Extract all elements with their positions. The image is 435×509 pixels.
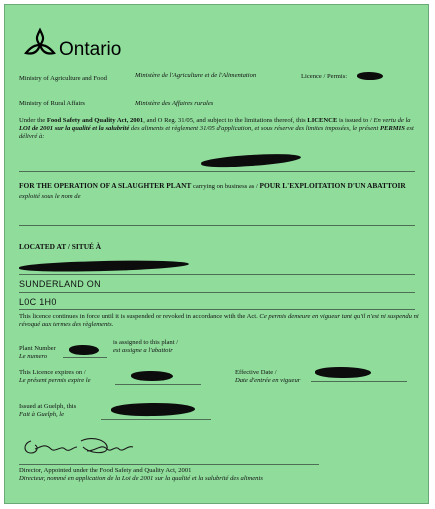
location-postal-code: L0C 1H0 [19, 297, 57, 307]
plant-number-rule [63, 357, 107, 358]
operation-label [19, 181, 419, 201]
act-name: Food Safety and Quality Act, 2001 [46, 117, 144, 124]
preamble-p1: Under the [19, 117, 47, 124]
address-rule-3 [19, 309, 415, 310]
location-city: SUNDERLAND ON [19, 279, 101, 289]
plant-number-label-fr: Le numero [19, 353, 48, 360]
expires-label-fr: Le présent permis expire le [19, 377, 91, 384]
expiry-date-rule [115, 384, 201, 385]
expires-label-en: This Licence expires on / [19, 369, 86, 376]
preamble-fr3: est délivré à: [19, 125, 414, 140]
licence-number-label: Licence / Permis: [301, 73, 348, 80]
preamble-fr-act: LOI de 2001 sur la qualité et la salubrité [19, 125, 130, 132]
issued-date-redaction [111, 402, 195, 416]
preamble-fr1: En vertu de la [373, 117, 411, 124]
operation-en-rest: carrying on business as / [191, 183, 260, 190]
plant-number-label-en: Plant Number [19, 345, 56, 352]
director-title-en: Director, Appointed under the Food Safety and Quality Act, 2001 [19, 467, 192, 474]
expiry-date-redaction [131, 371, 173, 381]
director-signature-icon [17, 429, 137, 463]
licence-document [4, 4, 429, 504]
licence-word: LICENCE [307, 117, 338, 124]
ministry-agriculture-fr: Ministère de l'Agriculture et de l'Alimentation [135, 72, 257, 79]
preamble-fr2: des aliments et règlement 31/05 d'application, et sous réserve des limites imposées, le présent [129, 125, 380, 132]
continuance-fr: Ce permis demeure en vigueur tant qu'il n'est ni suspendu ni révoqué aux termes des règlements. [19, 313, 419, 328]
street-address-redaction [19, 259, 189, 273]
operation-fr-bold: POUR L'EXPLOITATION D'UN ABATTOIR [259, 181, 406, 190]
location-label: LOCATED AT / SITUÉ À [19, 242, 102, 251]
continuance-en: This licence continues in force until it is suspended or revoked in accordance with the Act. [19, 313, 260, 320]
ministry-agriculture-en: Ministry of Agriculture and Food [19, 75, 107, 82]
licensee-rule [19, 171, 415, 172]
permis-word: PERMIS [379, 125, 405, 132]
ontario-wordmark: Ontario [59, 39, 122, 60]
address-rule-1 [19, 274, 415, 275]
assigned-label-fr: est assigne a l'abattoir [113, 347, 173, 354]
effective-label-fr: Date d'entrée en vigueur [235, 377, 301, 384]
business-name-rule [19, 225, 415, 226]
effective-date-redaction [315, 367, 371, 378]
licence-number-redaction [357, 72, 383, 80]
effective-label-en: Effective Date / [235, 369, 277, 376]
ministry-rural-fr: Ministère des Affaires rurales [135, 100, 214, 107]
assigned-label-en: is assigned to this plant / [113, 339, 179, 346]
licensee-name-redaction [201, 152, 302, 170]
operation-fr-rest: exploité sous le nom de [19, 193, 81, 200]
effective-date-rule [311, 381, 407, 382]
address-rule-2 [19, 292, 415, 293]
issued-label-en: Issued at Guelph, this [19, 403, 77, 410]
preamble-p2: , and O Reg. 31/05, and subject to the limitations thereof, this [143, 117, 308, 124]
issued-date-rule [101, 419, 211, 420]
trillium-logo-icon [23, 27, 57, 61]
issued-label-fr: Fait à Guelph, le [19, 411, 65, 418]
ministry-rural-en: Ministry of Rural Affairs [19, 100, 85, 107]
preamble-text [19, 117, 419, 141]
plant-number-redaction [69, 345, 99, 355]
operation-en-bold: FOR THE OPERATION OF A SLAUGHTER PLANT [19, 181, 192, 190]
director-title-fr: Directeur, nommé en application de la Loi de 2001 sur la qualité et la salubrité des aliments [19, 475, 263, 482]
continuance-text [19, 313, 421, 329]
signature-rule [19, 464, 319, 465]
preamble-p3: is issued to / [337, 117, 374, 124]
